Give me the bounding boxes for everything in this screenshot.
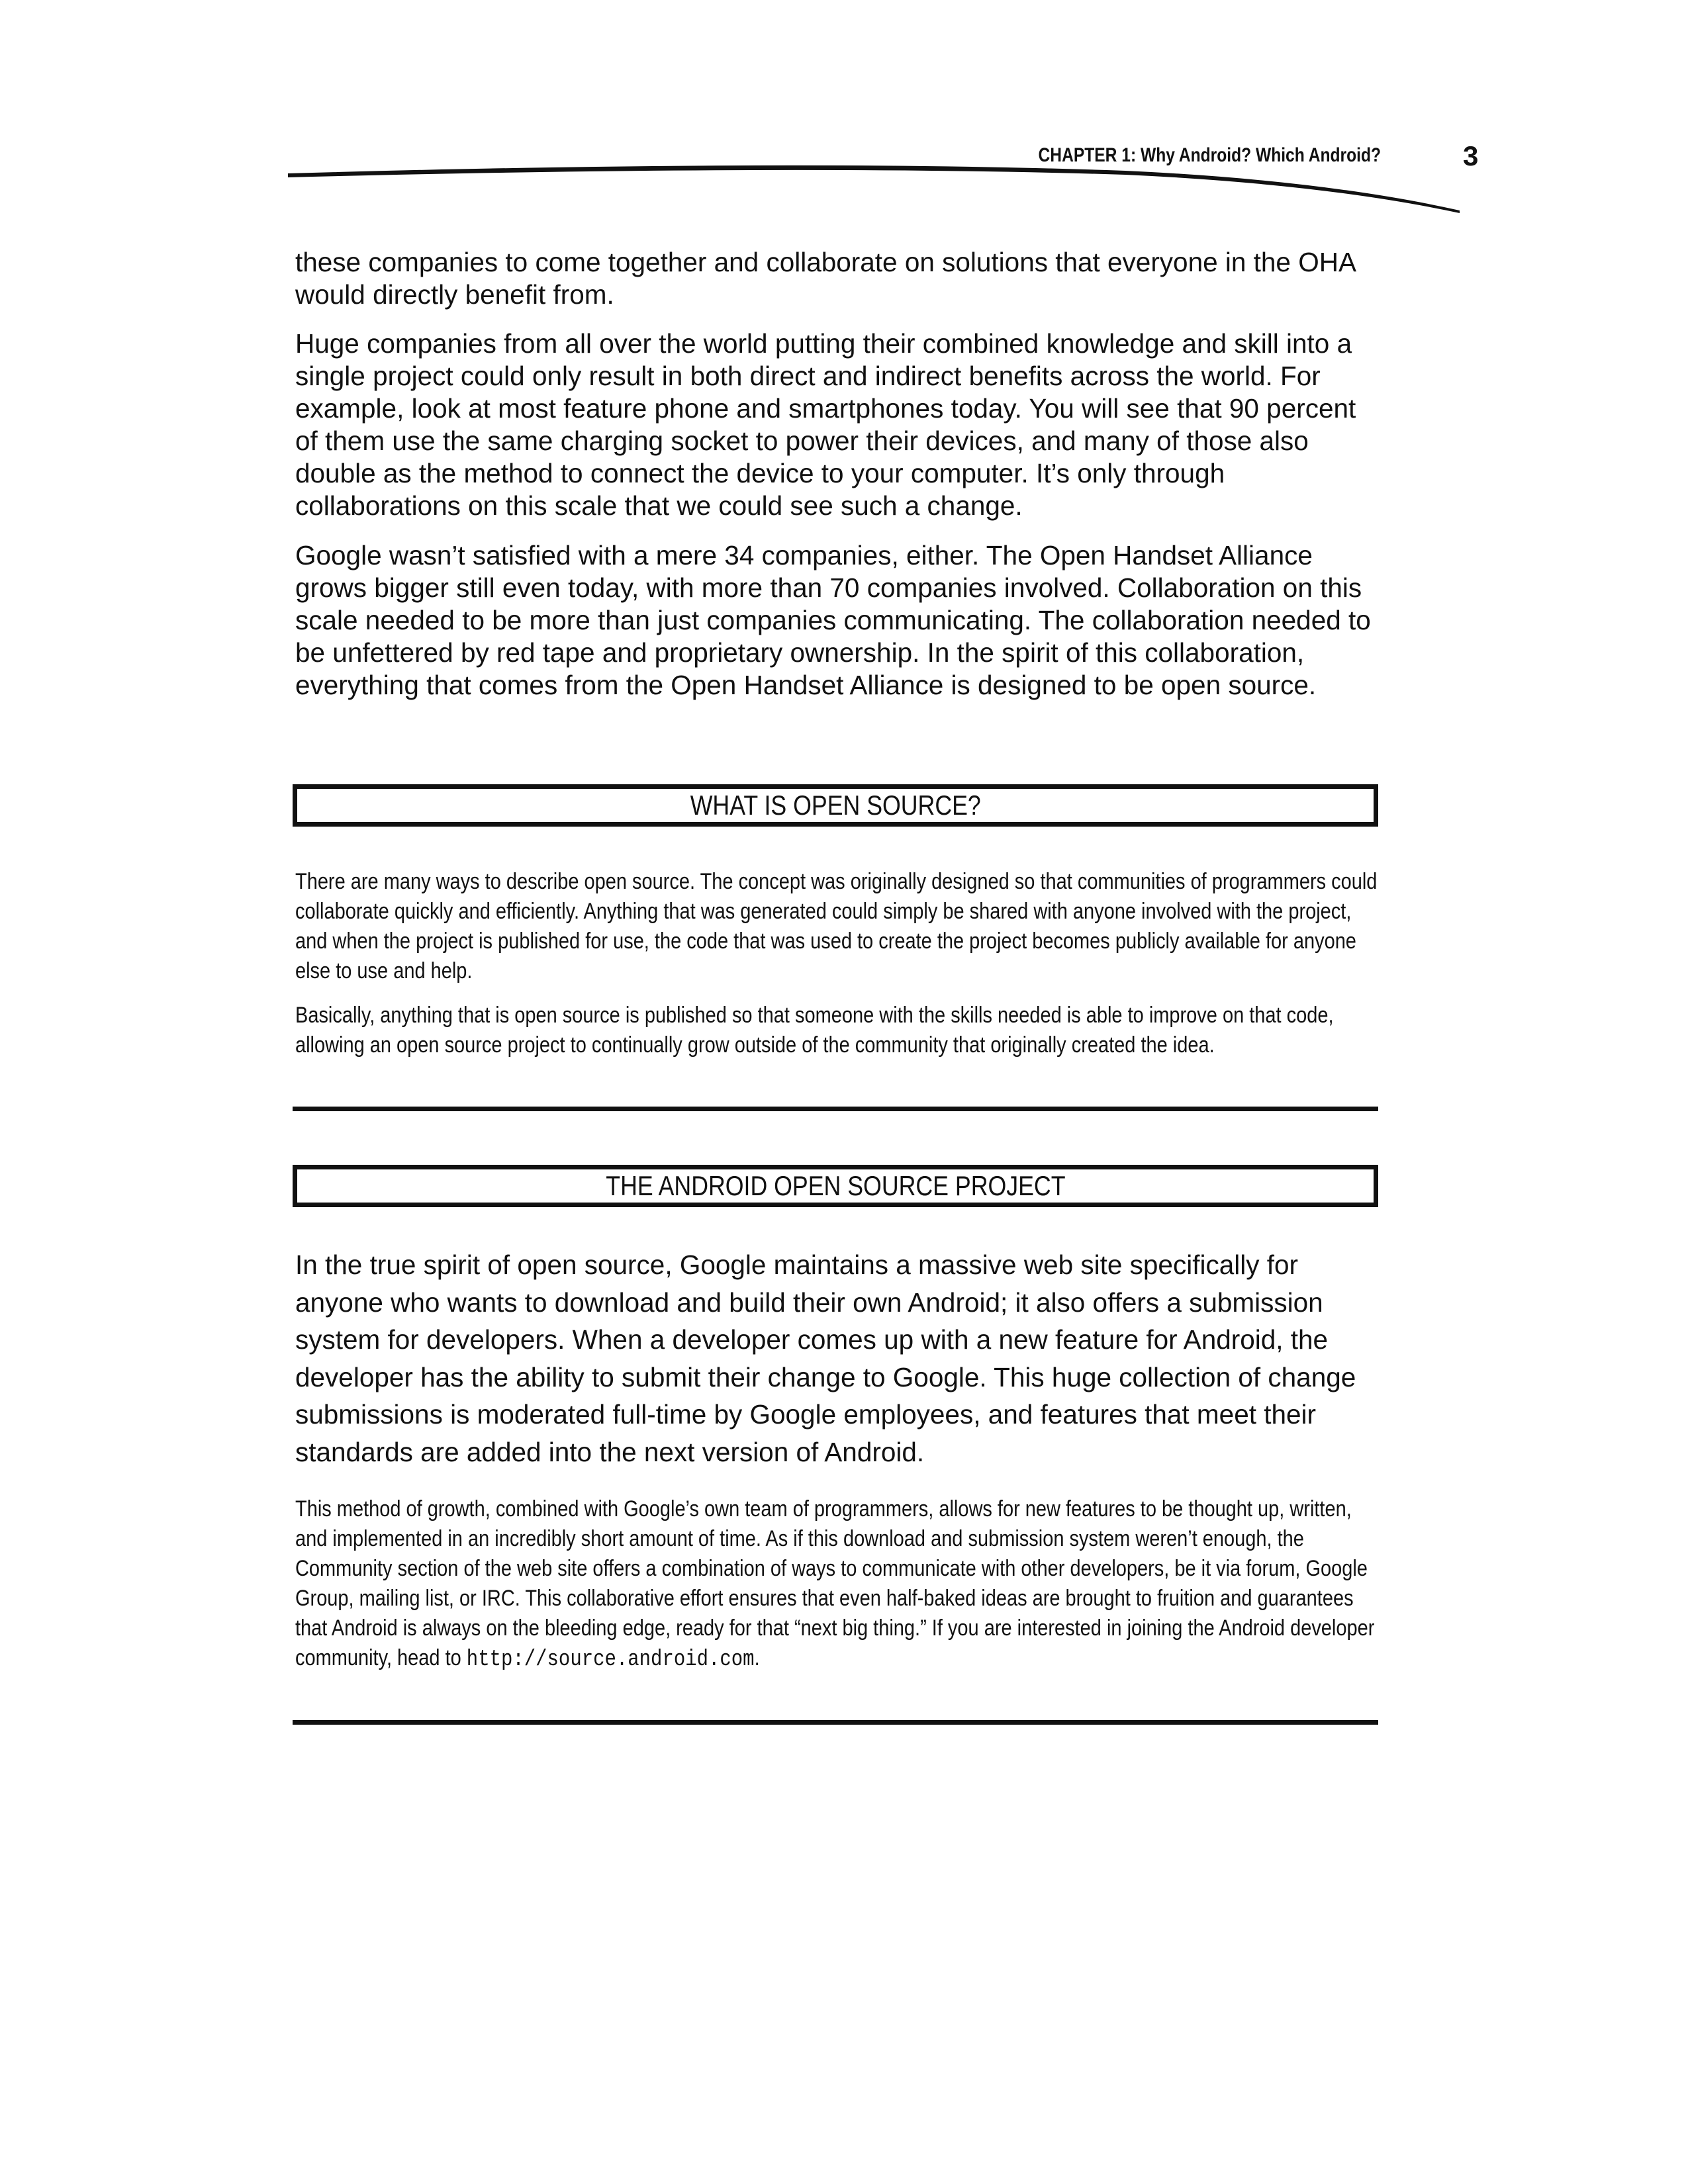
sidebar-lead-paragraph: In the true spirit of open source, Google maintains a massive web site specifically for anyone who wants to download and build their own Android; it also offers a submission system for developers. When a developer comes up with a new feature for Android, the developer has the ability to submit their change to Google. This huge collection of change submissions is moderated full-time by Google employees, and features that meet their standards are added into the next version of Android.	[295, 1250, 1356, 1467]
sidebar-paragraph	[295, 1001, 1381, 1060]
sidebar-paragraph-text: Basically, anything that is open source is published so that someone with the skills needed is able to improve on that code, allowing an open source project to continually grow outside of the community that originally created the idea.	[295, 1003, 1334, 1058]
chapter-header: CHAPTER 1: Why Android? Which Android?	[1038, 144, 1381, 166]
page-number: 3	[1463, 140, 1479, 171]
sidebar-paragraph-text: There are many ways to describe open source. The concept was originally designed so that communities of programmers could collaborate quickly and efficiently. Anything that was generated could simply be shared with anyone involved with the project, and when the project is published for use, the code that was used to create the project becomes publicly available for anyone else to use and help.	[295, 869, 1378, 983]
sidebar-title-text: WHAT IS OPEN SOURCE?	[690, 790, 981, 821]
sidebar-paragraph-text	[295, 1494, 1382, 1674]
sidebar-paragraph	[295, 867, 1381, 986]
source-url-link[interactable]: http://source.android.com	[466, 1647, 755, 1672]
header-rule	[0, 0, 1688, 225]
sidebar-bottom-rule	[293, 1107, 1378, 1111]
body-paragraph: Google wasn’t satisfied with a mere 34 companies, either. The Open Handset Alliance grows bigger still even today, with more than 70 companies involved. Collaboration on this scale needed to be more than just companies communicating. The collaboration needed to be unfettered by red tape and proprietary ownership. In the spirit of this collaboration, everything that comes from the Open Handset Alliance is designed to be open source.	[295, 540, 1371, 700]
sidebar-bottom-rule	[293, 1720, 1378, 1725]
paragraph-end: .	[754, 1645, 760, 1670]
sidebar-title-aosp	[293, 1165, 1378, 1207]
sidebar-title-open-source	[293, 784, 1378, 827]
body-paragraph: these companies to come together and collaborate on solutions that everyone in the OHA would directly benefit from.	[295, 247, 1355, 310]
sidebar-title-text: THE ANDROID OPEN SOURCE PROJECT	[605, 1170, 1066, 1201]
paragraph-text: This method of growth, combined with Google’s own team of programmers, allows for new features to be thought up, written, and implemented in an incredibly short amount of time. As if this download and submission system weren’t enough, the Community section of the web site offers a combination of ways to communicate with other developers, be it via forum, Google Group, mailing list, or IRC. This collaborative effort ensures that even half-baked ideas are brought to fruition and guarantees that Android is always on the bleeding edge, ready for that “next big thing.” If you are interested in joining the Android developer community, head to	[295, 1496, 1375, 1670]
sidebar-paragraph	[295, 1494, 1381, 1674]
body-paragraph: Huge companies from all over the world putting their combined knowledge and skill into a single project could only result in both direct and indirect benefits across the world. For example, look at most feature phone and smartphones today. You will see that 90 percent of them use the same charging socket to power their devices, and many of those also double as the method to connect the device to your computer. It’s only through collaborations on this scale that we could see such a change.	[295, 328, 1356, 521]
